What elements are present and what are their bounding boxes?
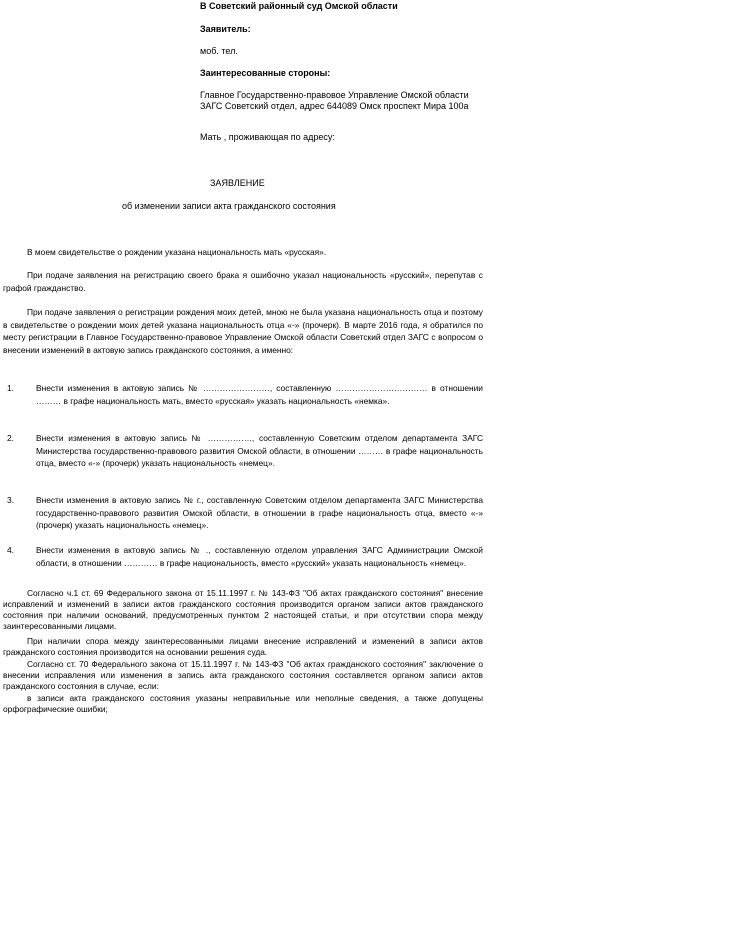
phone-line: моб. тел. [200, 46, 238, 56]
mother-address: Мать , проживающая по адресу: [200, 132, 335, 142]
list-item-number: 2. [7, 433, 14, 443]
paragraph: При подаче заявления о регистрации рождения моих детей, мною не была указана национальность отца и поэтому в свидетельстве о рождении моих детей указана национальность отца «-» (прочерк). В марте 2016 года, я обратился по месту регистрации в Главное Государственно-правовое Управление Омской области Советский отдел ЗАГС с вопросом о внесении изменений в актовую запись гражданского состояния, а именно: [3, 307, 483, 355]
list-item-text: Внести изменения в актовую запись № ……………., составленную Советским отделом департамента ЗАГС Министерства государственно-правового развития Омской области, в отношении ……… в графе национальность отца, вместо «-» (прочерк) указать национальность «немец». [36, 433, 483, 468]
document-subtitle: об изменении записи акта гражданского состояния [122, 201, 336, 211]
list-item [3, 544, 483, 569]
law-paragraph: в записи акта гражданского состояния указаны неправильные или неполные сведения, а также допущены орфографические ошибки; [3, 693, 483, 714]
list-item-text: Внести изменения в актовую запись № ., составленную отделом управления ЗАГС Администрации Омской области, в отношении ………… в графе национальность, вместо «русский» указать национальность «немец». [36, 545, 483, 568]
applicant-label: Заявитель: [200, 24, 251, 34]
law-paragraph: Согласно ч.1 ст. 69 Федерального закона от 15.11.1997 г. № 143-ФЗ "Об актах гражданского состояния" внесение исправлений и изменений в записи актов гражданского состояния производится органом записи актов гражданского состояния при наличии оснований, предусмотренных пунктом 2 настоящей статьи, и при отсутствии спора между заинтересованными лицами. [3, 588, 483, 631]
court-name: В Советский районный суд Омской области [200, 1, 398, 11]
list-item [3, 432, 483, 470]
law-paragraph: При наличии спора между заинтересованными лицами внесение исправлений и изменений в записи актов гражданского состояния производится на основании решения суда. [3, 636, 483, 657]
paragraph: При подаче заявления на регистрацию своего брака я ошибочно указал национальность «русский», перепутав с графой гражданство. [3, 270, 483, 293]
list-item-number: 4. [7, 545, 14, 555]
document-title: ЗАЯВЛЕНИЕ [210, 178, 265, 188]
list-item-number: 3. [7, 495, 14, 505]
law-paragraph: Согласно ст. 70 Федерального закона от 15.11.1997 г. № 143-ФЗ "Об актах гражданского состояния" заключение о внесении исправления или изменения в запись акта гражданского состояния составляется органом записи актов гражданского состояния в случае, если: [3, 659, 483, 691]
list-item-text: Внести изменения в актовую запись № г., составленную Советским отделом департамента ЗАГС Министерства государственно-правового развития Омской области, в отношении в графе национальность отца, вместо «-» (прочерк) указать национальность «немец». [36, 495, 483, 530]
paragraph: В моем свидетельстве о рождении указана национальность мать «русская». [27, 247, 327, 257]
list-item-number: 1. [7, 383, 14, 393]
authority-address: Главное Государственно-правовое Управление Омской области ЗАГС Советский отдел, адрес 644089 Омск проспект Мира 100а [200, 90, 469, 111]
list-item [3, 382, 483, 407]
list-item [3, 494, 483, 532]
list-item-text: Внести изменения в актовую запись № ……………………, составленную …………………………… в отношении ……… в графе национальность мать, вместо «русская» указать национальность «немка». [36, 383, 483, 406]
interested-parties-label: Заинтересованные стороны: [200, 68, 331, 78]
